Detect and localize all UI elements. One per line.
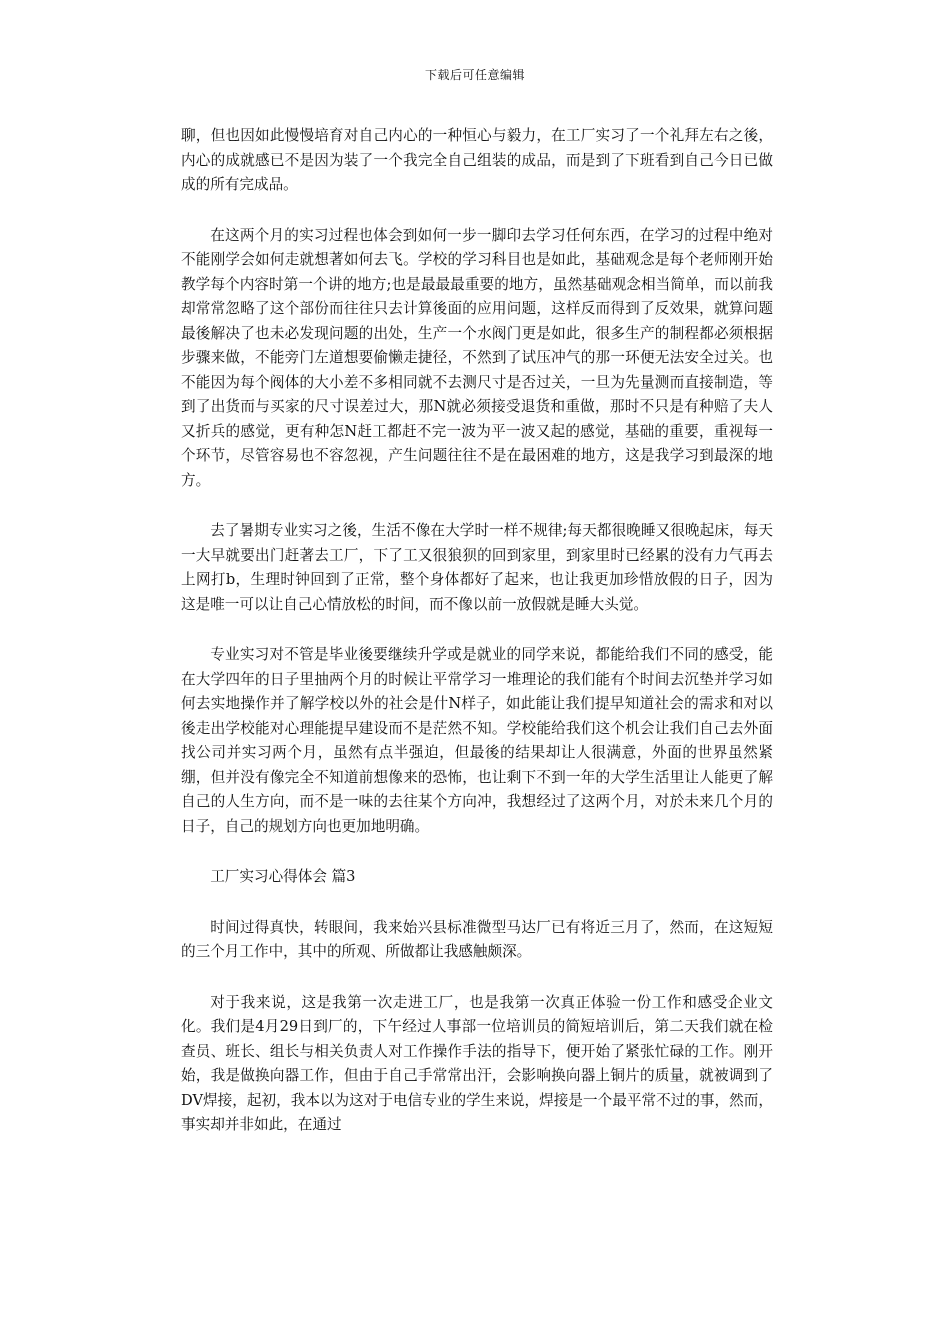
paragraph-daily-routine: 去了暑期专业实习之後，生活不像在大学时一样不规律;每天都很晚睡又很晚起床，每天一大早就要出门赶著去工厂，下了工又很狼狈的回到家里，到家里时已经累的没有力气再去上网打b，生理时钟回到了正常，整个身体都好了起来，也让我更加珍惜放假的日子，因为这是唯一可以让自己心情放松的时间，而不像以前一放假就是睡大头觉。 bbox=[181, 522, 773, 613]
paragraph-continuation: 聊，但也因如此慢慢培育对自己内心的一种恒心与毅力，在工厂实习了一个礼拜左右之後，内心的成就感已不是因为装了一个我完全自己组装的成品，而是到了下班看到自己今日已做成的所有完成品。 bbox=[181, 127, 773, 193]
paragraph-first-factory: 对于我来说，这是我第一次走进工厂，也是我第一次真正体验一份工作和感受企业文化。我们是4月29日到厂的，下午经过人事部一位培训员的简短培训后，第二天我们就在检查员、班长、组长与相关负责人对工作操作手法的指导下，便开始了紧张忙碌的工作。刚开始，我是做换向器工作，但由于自己手常常出汗，会影响换向器上铜片的质量，就被调到了DV焊接，起初，我本以为这对于电信专业的学生来说，焊接是一个最平常不过的事，然而，事实却并非如此，在通过 bbox=[181, 993, 773, 1133]
paragraph-time-flies: 时间过得真快，转眼间，我来始兴县标准微型马达厂已有将近三月了，然而，在这短短的三个月工作中，其中的所观、所做都让我感触颇深。 bbox=[181, 918, 773, 960]
header-note: 下载后可任意编辑 bbox=[424, 68, 525, 82]
document-body bbox=[181, 124, 773, 1164]
paragraph-learning-basics: 在这两个月的实习过程也体会到如何一步一脚印去学习任何东西，在学习的过程中绝对不能刚学会如何走就想著如何去飞。学校的学习科目也是如此，基础观念是每个老师刚开始教学每个内容时第一个讲的地方;也是最最最重要的地方，虽然基础观念相当简单，而以前我却常常忽略了这个部份而往往只去计算後面的应用问题，这样反而得到了反效果，就算问题最後解决了也未必发现问题的出处，生产一个水阀门更是如此，很多生产的制程都必须根据步骤来做，不能旁门左道想要偷懒走捷径，不然到了试压冲气的那一环便无法安全过关。也不能因为每个阀体的大小差不多相同就不去测尺寸是否过关，一旦为先量测而直接制造，等到了出货而与买家的尺寸误差过大，那N就必须接受退货和重做，那时不只是有种赔了夫人又折兵的感觉，更有种怎N赶工都赶不完一波为平一波又起的感觉，基础的重要，重视每一个环节，尽管容易也不容忽视，产生问题往往不是在最困难的地方，这是我学习到最深的地方。 bbox=[181, 226, 773, 489]
paragraph-internship-value: 专业实习对不管是毕业後要继续升学或是就业的同学来说，都能给我们不同的感受，能在大学四年的日子里抽两个月的时候让平常学习一堆理论的我们能有个时间去沉垫并学习如何去实地操作并了解学校以外的社会是什N样子，如此能让我们提早知道社会的需求和对以後走出学校能对心理能提早建设而不是茫然不知。学校能给我们这个机会让我们自己去外面找公司并实习两个月，虽然有点半强迫，但最後的结果却让人很满意，外面的世界虽然紧绷，但并没有像完全不知道前想像来的恐怖，也让剩下不到一年的大学生活里让人能更了解自己的人生方向，而不是一味的去往某个方向冲，我想经过了这两个月，对於未来几个月的日子，自己的规划方向也更加地明确。 bbox=[181, 646, 773, 835]
section-heading: 工厂实习心得体会 篇3 bbox=[210, 868, 356, 885]
